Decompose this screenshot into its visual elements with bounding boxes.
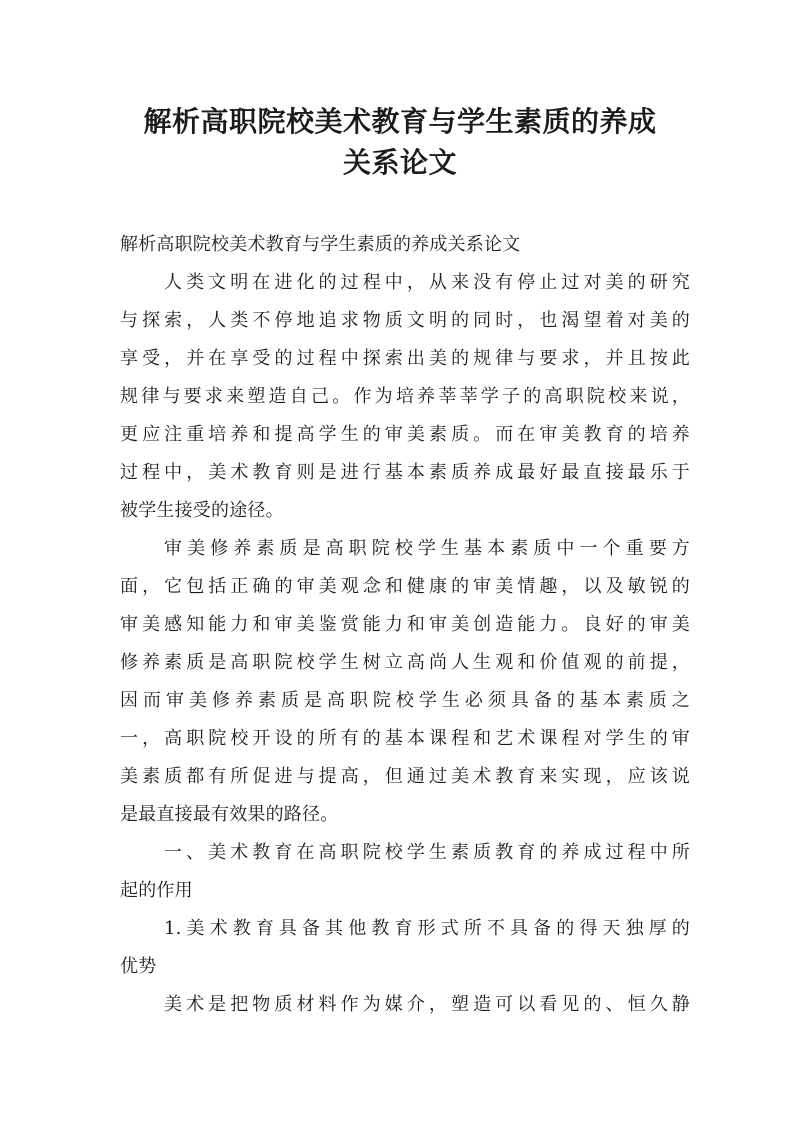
paragraph-line: 享受，并在享受的过程中探索出美的规律与要求，并且按此 <box>120 348 690 369</box>
document-title-line-1: 解析高职院校美术教育与学生素质的养成 <box>143 105 657 138</box>
subsection-heading-line: 1.美术教育具备其他教育形式所不具备的得天独厚的 <box>164 918 690 939</box>
paragraph-line: 审美感知能力和审美鉴赏能力和审美创造能力。良好的审美 <box>120 614 690 635</box>
section-heading-line: 起的作用 <box>120 880 193 901</box>
paragraph-line: 美术是把物质材料作为媒介，塑造可以看见的、恒久静 <box>164 994 690 1015</box>
subsection-heading-line: 优势 <box>120 956 157 977</box>
paragraph-line: 与探索，人类不停地追求物质文明的同时，也渴望着对美的 <box>120 310 690 331</box>
paragraph-line: 面，它包括正确的审美观念和健康的审美情趣，以及敏锐的 <box>120 576 690 597</box>
paragraph-line: 是最直接最有效果的路径。 <box>120 804 339 825</box>
section-heading-line: 一、美术教育在高职院校学生素质教育的养成过程中所 <box>164 842 690 863</box>
paragraph-line: 过程中，美术教育则是进行基本素质养成最好最直接最乐于 <box>120 462 690 483</box>
paragraph-line: 被学生接受的途径。 <box>120 500 284 521</box>
document-title-line-2: 关系论文 <box>342 146 457 179</box>
paragraph-line: 一，高职院校开设的所有的基本课程和艺术课程对学生的审 <box>120 728 690 749</box>
subtitle-line: 解析高职院校美术教育与学生素质的养成关系论文 <box>120 234 521 255</box>
paragraph-line: 更应注重培养和提高学生的审美素质。而在审美教育的培养 <box>120 424 690 445</box>
paragraph-line: 人类文明在进化的过程中，从来没有停止过对美的研究 <box>164 272 690 293</box>
paragraph-line: 因而审美修养素质是高职院校学生必须具备的基本素质之 <box>120 690 690 711</box>
paragraph-line: 美素质都有所促进与提高，但通过美术教育来实现，应该说 <box>120 766 690 787</box>
paragraph-line: 修养素质是高职院校学生树立高尚人生观和价值观的前提， <box>120 652 690 673</box>
paragraph-line: 规律与要求来塑造自己。作为培养莘莘学子的高职院校来说， <box>120 386 690 407</box>
paragraph-line: 审美修养素质是高职院校学生基本素质中一个重要方 <box>164 538 690 559</box>
